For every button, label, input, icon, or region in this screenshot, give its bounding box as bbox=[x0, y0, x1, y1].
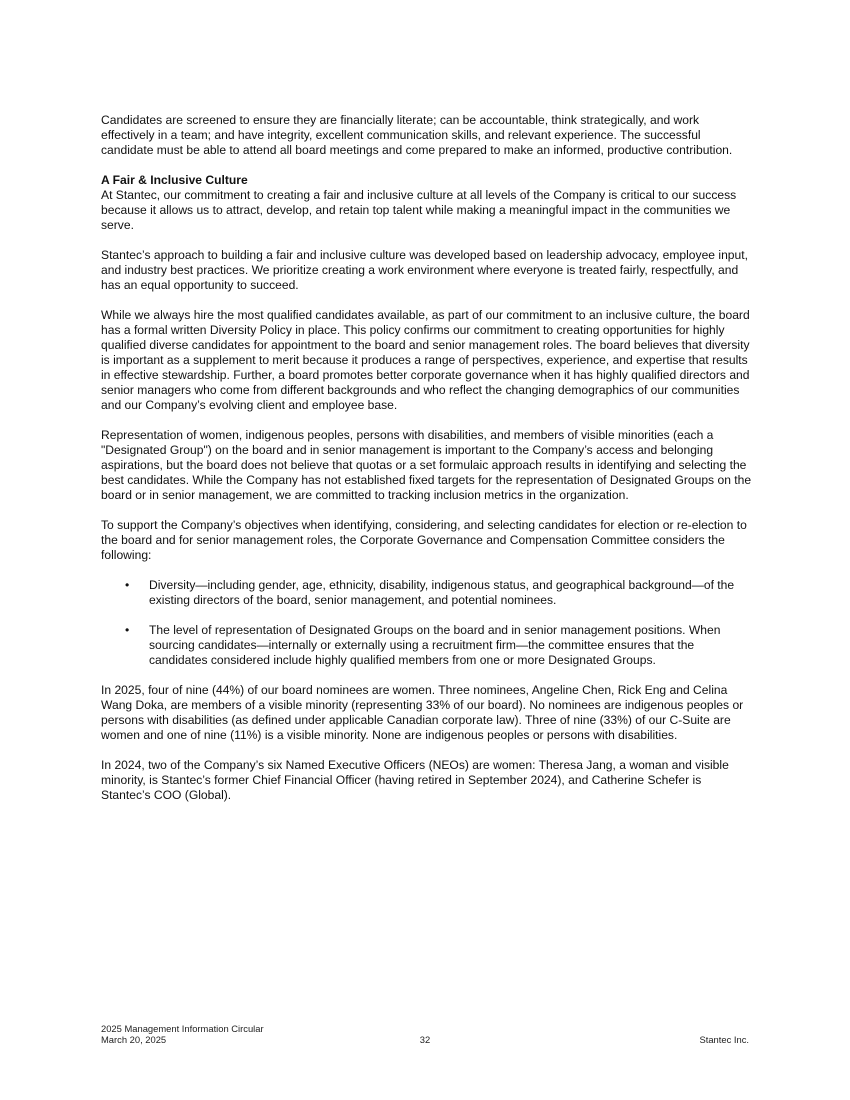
footer-doc-title: 2025 Management Information Circular bbox=[101, 1023, 264, 1034]
paragraph-neos-2024: In 2024, two of the Company’s six Named Executive Officers (NEOs) are women: Theresa Jang, a woman and visible minority, is Stantec’s former Chief Financial Officer (having retired in September 2024), and Catherine Schefer is Stantec’s COO (Global). bbox=[101, 758, 729, 802]
paragraph-culture-commitment: At Stantec, our commitment to creating a fair and inclusive culture at all levels of the Company is critical to our success because it allows us to attract, develop, and retain top talent while making a meaningful impact in the communities we serve. bbox=[101, 188, 737, 232]
considerations-list bbox=[101, 578, 753, 668]
page-number: 32 bbox=[419, 1034, 431, 1045]
paragraph-designated-groups: Representation of women, indigenous peoples, persons with disabilities, and members of visible minorities (each a "Designated Group") on the board and in senior management is important to the Company’s access and belonging aspirations, but the board does not believe that quotas or a set formulaic approach results in identifying and selecting the best candidates. While the Company has not established fixed targets for the representation of Designated Groups on the board or in senior management, we are committed to tracking inclusion metrics in the organization. bbox=[101, 428, 752, 502]
list-item bbox=[101, 578, 753, 608]
paragraph-board-nominees-2025: In 2025, four of nine (44%) of our board nominees are women. Three nominees, Angeline Chen, Rick Eng and Celina Wang Doka, are members of a visible minority (representing 33% of our board). No nominees are indigenous peoples or persons with disabilities (as defined under applicable Canadian corporate law). Three of nine (33%) of our C-Suite are women and one of nine (11%) is a visible minority. None are indigenous peoples or persons with disabilities. bbox=[101, 683, 744, 742]
list-item-text: The level of representation of Designated Groups on the board and in senior management positions. When sourcing candidates—internally or externally using a recruitment firm—the committee ensures that the candidates considered include highly qualified members from one or more Designated Groups. bbox=[149, 623, 721, 667]
document-body bbox=[101, 113, 753, 818]
paragraph-candidate-screening: Candidates are screened to ensure they are financially literate; can be accountable, think strategically, and work effectively in a team; and have integrity, excellent communication skills, and relevant experience. The successful candidate must be able to attend all board meetings and come prepared to make an informed, productive contribution. bbox=[101, 113, 733, 157]
paragraph-culture-approach: Stantec’s approach to building a fair and inclusive culture was developed based on leadership advocacy, employee input, and industry best practices. We prioritize creating a work environment where everyone is treated fairly, respectfully, and has an equal opportunity to succeed. bbox=[101, 248, 748, 292]
bullet-icon: • bbox=[125, 578, 130, 592]
footer-date: March 20, 2025 bbox=[101, 1034, 167, 1045]
footer-company: Stantec Inc. bbox=[699, 1034, 749, 1045]
bullet-icon: • bbox=[125, 623, 130, 637]
list-item-text: Diversity—including gender, age, ethnicity, disability, indigenous status, and geographical background—of the existing directors of the board, senior management, and potential nominees. bbox=[149, 578, 735, 607]
paragraph-diversity-policy: While we always hire the most qualified candidates available, as part of our commitment to an inclusive culture, the board has a formal written Diversity Policy in place. This policy confirms our commitment to creating opportunities for highly qualified diverse candidates for appointment to the board and senior management roles. The board believes that diversity is important as a supplement to merit because it produces a range of perspectives, experience, and expertise that results in effective stewardship. Further, a board promotes better corporate governance when it has highly qualified directors and senior managers who come from different backgrounds and who reflect the changing demographics of our communities and our Company’s evolving client and employee base. bbox=[101, 308, 750, 412]
list-item bbox=[101, 623, 753, 668]
paragraph-committee-considerations: To support the Company’s objectives when identifying, considering, and selecting candidates for election or re-election to the board and for senior management roles, the Corporate Governance and Compensation Committee considers the following: bbox=[101, 518, 747, 562]
section-heading-fair-inclusive-culture: A Fair & Inclusive Culture bbox=[101, 173, 248, 187]
